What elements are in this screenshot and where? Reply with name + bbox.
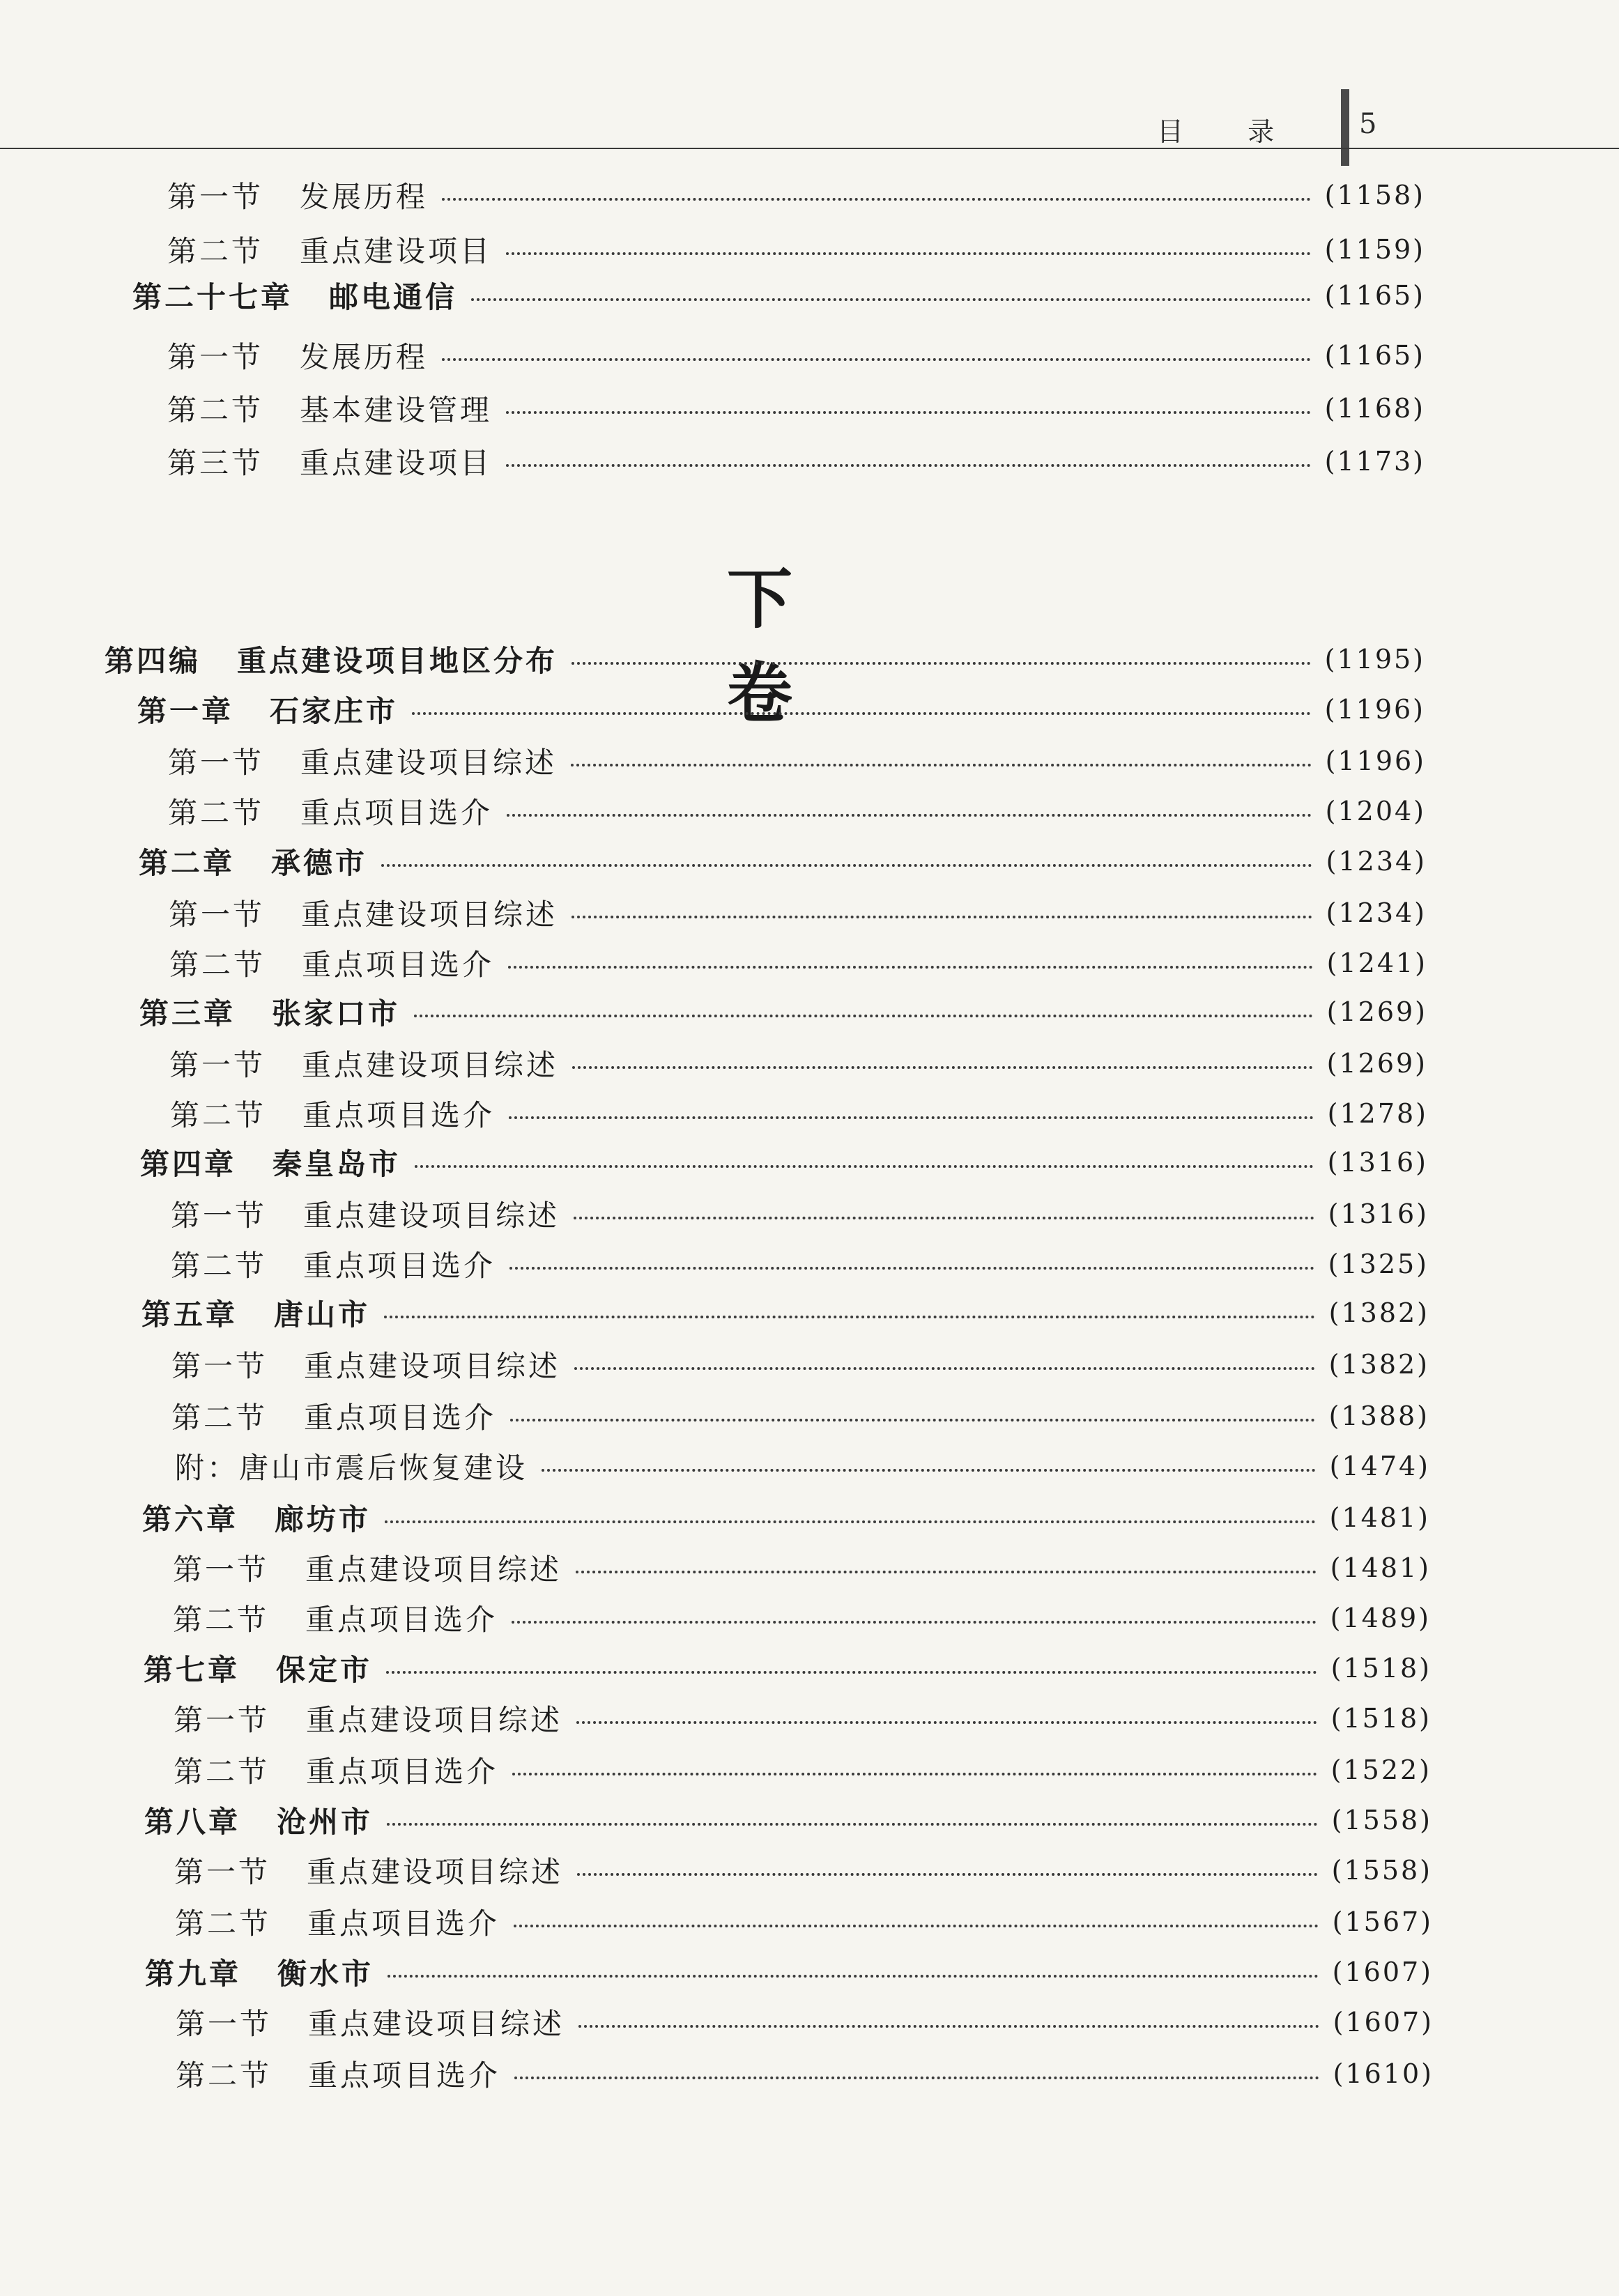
toc-page: (1234) xyxy=(1326,897,1427,928)
toc-page: (1165) xyxy=(1324,340,1425,371)
toc-title: 重点项目选介 xyxy=(303,1249,496,1283)
toc-page: (1558) xyxy=(1331,1855,1432,1886)
toc-number: 第九章 xyxy=(145,1957,242,1991)
toc-number: 第二节 xyxy=(175,1906,272,1941)
dot-leader xyxy=(574,1364,1315,1370)
toc-title: 廊坊市 xyxy=(275,1502,371,1536)
toc-number: 第二节 xyxy=(176,2058,273,2093)
toc-title: 邮电通信 xyxy=(329,280,458,314)
toc-chapter xyxy=(141,1291,1429,1334)
dot-leader xyxy=(507,811,1312,817)
dot-leader xyxy=(572,1063,1313,1069)
dot-leader xyxy=(510,1416,1315,1421)
dot-leader xyxy=(512,1618,1317,1624)
toc-section xyxy=(175,1900,1433,1943)
toc-page: (1474) xyxy=(1329,1451,1430,1481)
toc-section xyxy=(176,2052,1434,2095)
dot-leader xyxy=(414,1012,1313,1017)
toc-title: 重点项目选介 xyxy=(305,1603,498,1637)
toc-section xyxy=(174,1748,1432,1792)
toc-section xyxy=(171,1242,1429,1286)
toc-section xyxy=(176,2001,1434,2044)
dot-leader xyxy=(415,1162,1314,1168)
toc-page: (1173) xyxy=(1324,446,1425,477)
toc-number: 第二节 xyxy=(174,1755,270,1789)
dot-leader xyxy=(506,249,1311,255)
toc-title: 发展历程 xyxy=(300,180,429,214)
toc-section xyxy=(169,1042,1427,1085)
toc-number: 第六章 xyxy=(142,1502,239,1536)
toc-number: 第二节 xyxy=(171,1401,268,1435)
dot-leader xyxy=(386,1668,1317,1674)
toc-title: 基本建设管理 xyxy=(300,393,493,427)
toc-title: 石家庄市 xyxy=(270,694,399,728)
toc-page: (1158) xyxy=(1324,180,1425,210)
toc-page: (1558) xyxy=(1331,1805,1432,1835)
toc-number: 第一节 xyxy=(174,1855,271,1889)
toc-section xyxy=(169,891,1427,934)
toc-number: 第二节 xyxy=(169,948,266,982)
toc-page: (1234) xyxy=(1326,846,1427,877)
toc-number: 第七章 xyxy=(144,1653,240,1687)
toc-title: 重点建设项目综述 xyxy=(301,897,558,932)
toc-number: 第二节 xyxy=(173,1603,270,1637)
toc-chapter xyxy=(144,1647,1432,1690)
toc-title: 保定市 xyxy=(276,1653,373,1687)
dot-leader xyxy=(571,761,1312,766)
toc-chapter xyxy=(140,1141,1428,1184)
toc-title: 重点建设项目综述 xyxy=(308,2007,565,2041)
toc-section xyxy=(170,1092,1428,1135)
dot-leader xyxy=(578,2022,1319,2028)
toc-page: (1195) xyxy=(1324,644,1425,675)
toc-number: 第二节 xyxy=(168,796,265,830)
toc-chapter xyxy=(132,274,1425,317)
dot-leader xyxy=(576,1568,1317,1573)
toc-title: 重点建设项目地区分布 xyxy=(237,644,558,678)
toc-page: (1196) xyxy=(1324,694,1425,725)
toc-page: (1278) xyxy=(1327,1098,1428,1129)
toc-title: 重点建设项目综述 xyxy=(306,1703,563,1737)
dot-leader xyxy=(506,461,1311,467)
dot-leader xyxy=(514,2074,1319,2079)
page-number: 5 xyxy=(1359,108,1377,140)
toc-chapter xyxy=(139,990,1427,1033)
toc-section xyxy=(167,174,1425,217)
dot-leader xyxy=(577,1870,1318,1876)
toc-page: (1159) xyxy=(1324,234,1425,265)
toc-page: (1481) xyxy=(1329,1502,1430,1533)
dot-leader xyxy=(384,1313,1315,1318)
toc-section xyxy=(174,1849,1432,1892)
toc-number: 第四编 xyxy=(105,644,201,678)
toc-page: (1382) xyxy=(1328,1297,1429,1328)
toc-title: 承德市 xyxy=(271,846,368,880)
toc-number: 第三节 xyxy=(167,446,264,480)
toc-title: 重点项目选介 xyxy=(302,1098,496,1132)
dot-leader xyxy=(412,709,1311,715)
toc-number: 附： xyxy=(175,1451,240,1485)
toc-number: 第三章 xyxy=(139,996,236,1031)
toc-part xyxy=(105,638,1425,681)
dot-leader xyxy=(506,408,1311,414)
dot-leader xyxy=(381,861,1312,867)
dot-leader xyxy=(542,1466,1316,1472)
dot-leader xyxy=(514,1922,1319,1927)
toc-page: (1382) xyxy=(1328,1349,1429,1380)
toc-page: (1567) xyxy=(1332,1906,1433,1937)
toc-title: 秦皇岛市 xyxy=(273,1147,401,1181)
toc-section xyxy=(167,228,1425,271)
toc-page: (1481) xyxy=(1330,1553,1431,1583)
toc-title: 重点建设项目 xyxy=(300,234,493,268)
toc-number: 第一节 xyxy=(167,180,264,214)
toc-title: 重点建设项目综述 xyxy=(302,1048,559,1082)
dot-leader xyxy=(509,1114,1314,1119)
toc-section xyxy=(167,440,1425,483)
dot-leader xyxy=(508,963,1313,969)
toc-page: (1388) xyxy=(1328,1401,1429,1431)
toc-title: 重点项目选介 xyxy=(304,1401,497,1435)
toc-title: 重点建设项目综述 xyxy=(305,1553,562,1587)
toc-page: (1269) xyxy=(1326,1048,1427,1079)
dot-leader xyxy=(509,1264,1314,1270)
toc-section xyxy=(173,1596,1431,1640)
toc-title: 张家口市 xyxy=(272,996,401,1031)
toc-title: 重点项目选介 xyxy=(306,1755,499,1789)
toc-section xyxy=(174,1697,1432,1740)
toc-title: 沧州市 xyxy=(277,1805,374,1839)
toc-chapter xyxy=(142,1496,1430,1539)
toc-title: 唐山市震后恢复建设 xyxy=(239,1451,528,1485)
toc-number: 第一节 xyxy=(169,1048,266,1082)
toc-page: (1269) xyxy=(1326,996,1427,1027)
dot-leader xyxy=(387,1820,1318,1826)
header-marker-bar xyxy=(1341,89,1349,166)
toc-chapter xyxy=(144,1798,1432,1842)
toc-section xyxy=(167,334,1425,377)
toc-section xyxy=(169,941,1427,985)
toc-title: 重点项目选介 xyxy=(302,948,495,982)
toc-section xyxy=(168,739,1426,783)
toc-number: 第一节 xyxy=(169,897,266,932)
toc-page: (1325) xyxy=(1328,1249,1429,1279)
toc-title: 唐山市 xyxy=(274,1297,371,1332)
toc-section xyxy=(167,387,1425,430)
toc-page: (1168) xyxy=(1324,393,1425,424)
toc-page: (1522) xyxy=(1330,1755,1432,1785)
toc-page: (1607) xyxy=(1332,1957,1433,1987)
dot-leader xyxy=(471,295,1311,301)
toc-page: (1165) xyxy=(1324,280,1425,311)
toc-title: 发展历程 xyxy=(300,340,429,374)
toc-number: 第一节 xyxy=(171,1349,268,1383)
toc-page: (1204) xyxy=(1325,796,1426,826)
toc-page: (1316) xyxy=(1328,1199,1429,1229)
toc-appendix xyxy=(175,1444,1430,1488)
toc-title: 衡水市 xyxy=(277,1957,374,1991)
toc-section xyxy=(171,1394,1429,1438)
toc-title: 重点建设项目综述 xyxy=(300,746,558,780)
toc-number: 第二节 xyxy=(167,234,264,268)
toc-section xyxy=(173,1546,1431,1589)
toc-title: 重点项目选介 xyxy=(300,796,493,830)
toc-page: (1316) xyxy=(1327,1147,1428,1178)
dot-leader xyxy=(576,1718,1317,1724)
header-rule xyxy=(0,148,1619,149)
toc-number: 第一节 xyxy=(176,2007,273,2041)
toc-title: 重点建设项目综述 xyxy=(303,1199,560,1233)
toc-title: 重点建设项目综述 xyxy=(307,1855,564,1889)
toc-number: 第二节 xyxy=(171,1249,268,1283)
toc-number: 第一章 xyxy=(137,694,234,728)
toc-title: 重点建设项目综述 xyxy=(304,1349,561,1383)
dot-leader xyxy=(512,1770,1317,1775)
toc-section xyxy=(171,1192,1429,1235)
toc-chapter xyxy=(139,840,1427,883)
toc-page: (1607) xyxy=(1333,2007,1434,2037)
dot-leader xyxy=(442,355,1311,361)
toc-section xyxy=(168,789,1426,833)
toc-title: 重点项目选介 xyxy=(307,1906,500,1941)
toc-title: 重点建设项目 xyxy=(300,446,493,480)
toc-number: 第二节 xyxy=(167,393,264,427)
toc-page: (1518) xyxy=(1330,1653,1432,1684)
toc-page: (1518) xyxy=(1330,1703,1432,1734)
toc-page: (1610) xyxy=(1333,2058,1434,2089)
toc-number: 第一节 xyxy=(174,1703,270,1737)
toc-number: 第五章 xyxy=(141,1297,238,1332)
volume-title: 下 卷 xyxy=(726,561,848,732)
toc-number: 第四章 xyxy=(140,1147,237,1181)
toc-number: 第二十七章 xyxy=(132,280,293,314)
header-label: 目 录 xyxy=(1157,116,1303,147)
toc-page: (1196) xyxy=(1325,746,1426,776)
toc-number: 第一节 xyxy=(167,340,264,374)
dot-leader xyxy=(442,195,1311,201)
toc-number: 第一节 xyxy=(168,746,265,780)
toc-title: 重点项目选介 xyxy=(308,2058,501,2093)
toc-page: (1241) xyxy=(1326,948,1427,978)
toc-number: 第二章 xyxy=(139,846,236,880)
toc-page: (1489) xyxy=(1330,1603,1431,1633)
dot-leader xyxy=(385,1518,1316,1523)
toc-number: 第一节 xyxy=(171,1199,268,1233)
toc-chapter xyxy=(137,688,1425,731)
dot-leader xyxy=(571,659,1311,665)
dot-leader xyxy=(571,913,1312,918)
toc-section xyxy=(171,1343,1429,1386)
dot-leader xyxy=(388,1972,1319,1978)
toc-number: 第一节 xyxy=(173,1553,270,1587)
dot-leader xyxy=(574,1214,1314,1219)
toc-chapter xyxy=(145,1950,1433,1994)
toc-number: 第二节 xyxy=(170,1098,267,1132)
toc-number: 第八章 xyxy=(144,1805,241,1839)
